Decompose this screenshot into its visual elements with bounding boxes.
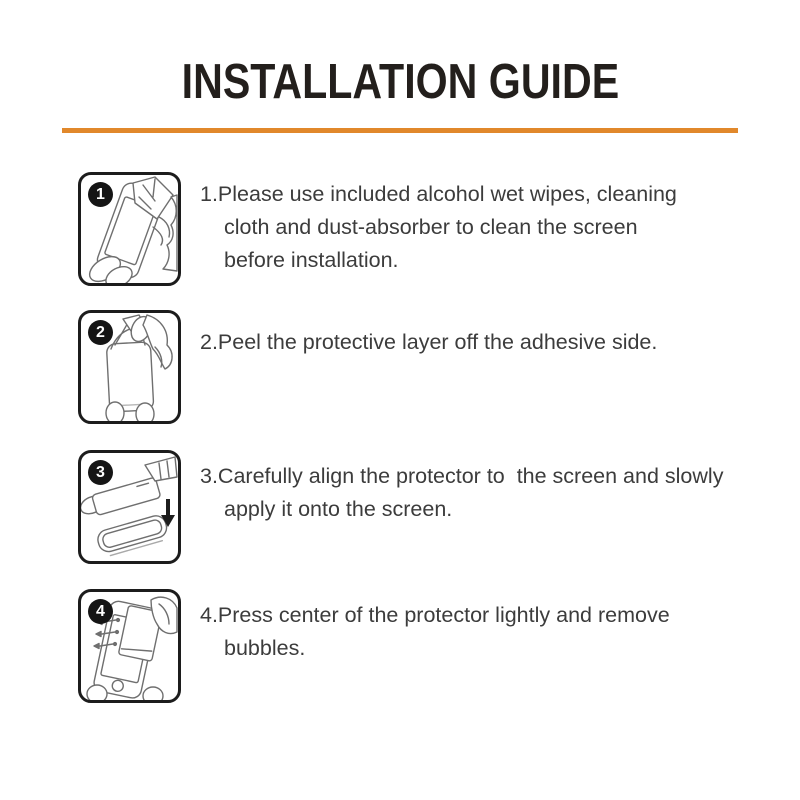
orange-divider (62, 128, 738, 133)
step-4-line-1: 4.Press center of the protector lightly and remove (200, 603, 670, 627)
step-1-number-badge: 1 (88, 182, 113, 207)
step-1-line-3: before installation. (224, 248, 399, 272)
step-4-number-badge: 4 (88, 599, 113, 624)
step-3-line-2: apply it onto the screen. (224, 497, 453, 521)
page-title-text: INSTALLATION GUIDE (181, 55, 619, 109)
step-3-line-1: 3.Carefully align the protector to the screen and slowly (200, 464, 724, 488)
step-1-line-2: cloth and dust-absorber to clean the screen (224, 215, 638, 239)
step-1-illustration-box (78, 172, 181, 286)
step-1-text (200, 178, 750, 277)
step-2-illustration-box (78, 310, 181, 424)
step-2-text (200, 326, 750, 359)
step-3-illustration-box (78, 450, 181, 564)
step-4-line-2: bubbles. (224, 636, 306, 660)
step-4-illustration-box (78, 589, 181, 703)
step-3-text (200, 460, 750, 526)
step-2-number-badge: 2 (88, 320, 113, 345)
step-2-line-1: 2.Peel the protective layer off the adhesive side. (200, 330, 658, 354)
step-4-text (200, 599, 750, 665)
step-1-line-1: 1.Please use included alcohol wet wipes, cleaning (200, 182, 677, 206)
page-title (0, 54, 800, 122)
step-3-number-badge: 3 (88, 460, 113, 485)
